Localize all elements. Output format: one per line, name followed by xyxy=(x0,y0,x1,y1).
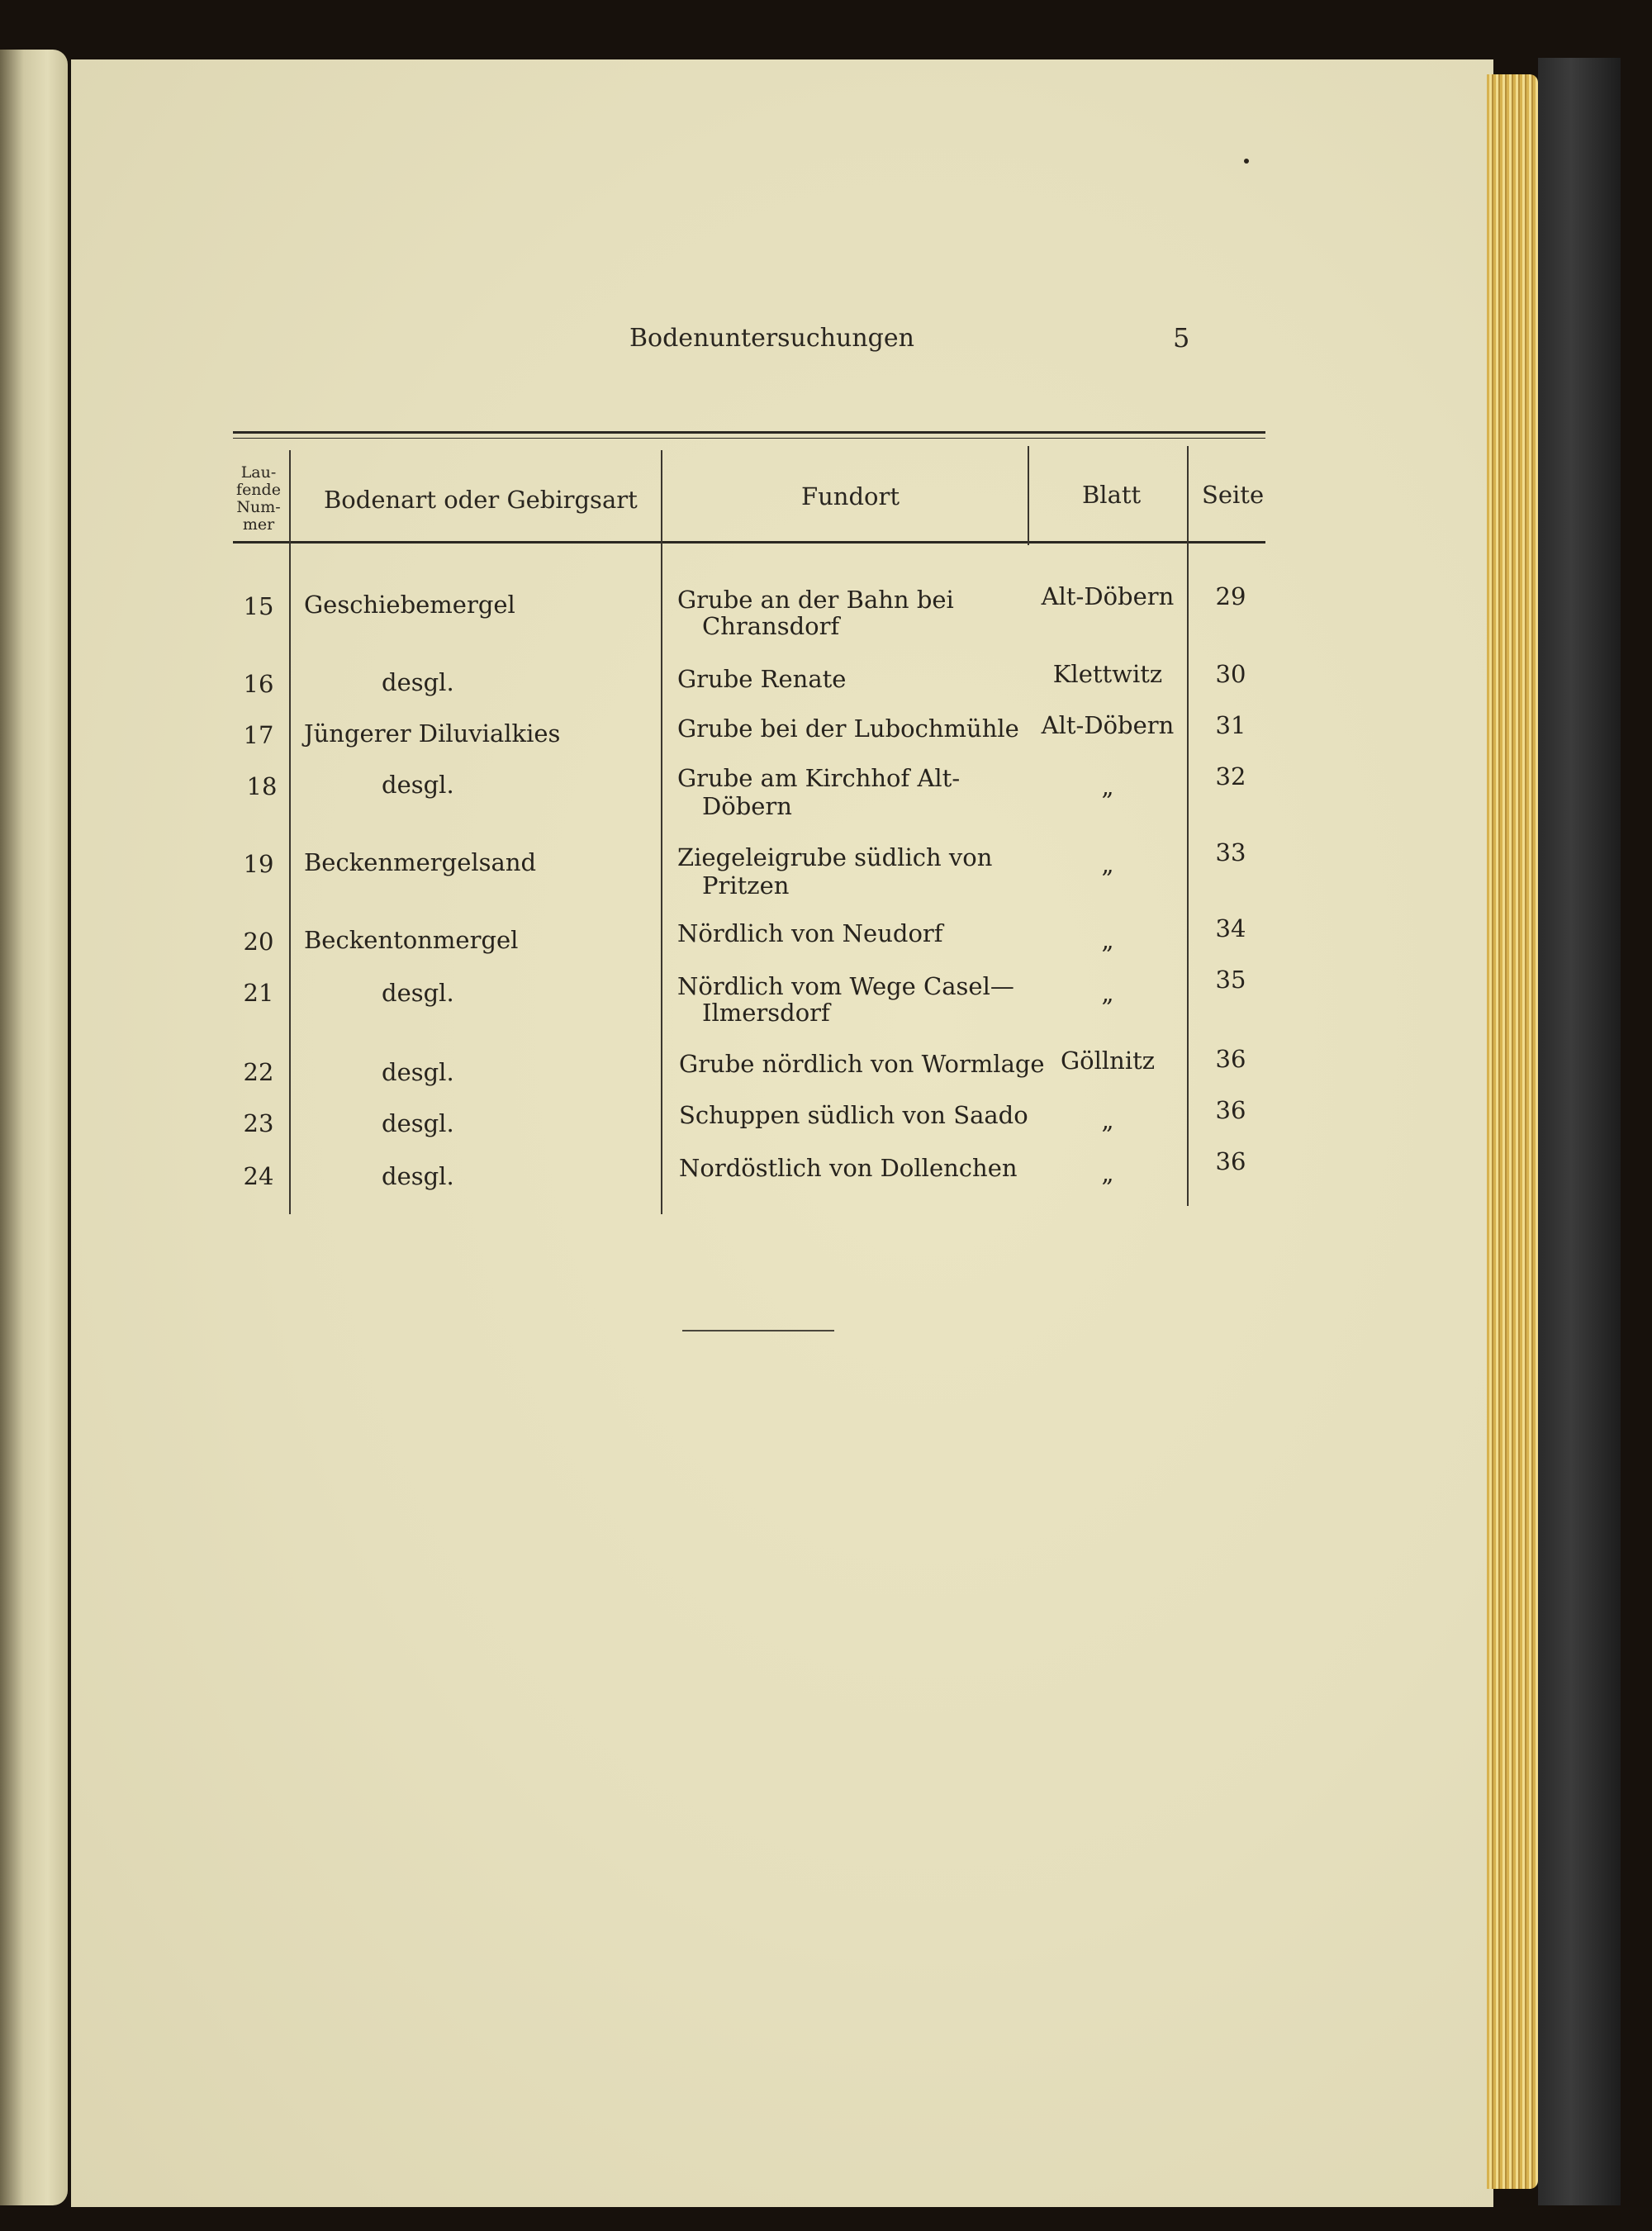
bodenart-cell: desgl. xyxy=(382,1162,454,1190)
ink-speck xyxy=(1244,159,1249,164)
row-number: 18 xyxy=(246,772,278,800)
blatt-cell: Göllnitz xyxy=(1060,1047,1156,1075)
blatt-cell: „ xyxy=(1101,1159,1114,1187)
page-number: 5 xyxy=(1173,322,1190,354)
seite-cell: 36 xyxy=(1215,1096,1246,1124)
row-number: 17 xyxy=(243,721,274,749)
end-rule xyxy=(682,1330,834,1331)
blatt-cell: „ xyxy=(1101,979,1114,1007)
fundort-cell: Nördlich vom Wege Casel— xyxy=(677,972,1014,1000)
left-page-edge xyxy=(0,50,68,2205)
row-number: 19 xyxy=(243,850,274,878)
header-seite: Seite xyxy=(1202,481,1265,509)
column-divider xyxy=(289,450,291,1214)
fundort-cell-line2: Ilmersdorf xyxy=(702,999,830,1027)
header-nr: Lau- fende Num- mer xyxy=(236,463,281,534)
seite-cell: 33 xyxy=(1215,838,1246,866)
bodenart-cell: desgl. xyxy=(382,771,454,799)
column-divider xyxy=(1187,446,1189,1206)
blatt-cell: Alt-Döbern xyxy=(1041,582,1175,610)
bodenart-cell: desgl. xyxy=(382,668,454,696)
header-fundort: Fundort xyxy=(801,482,900,510)
fundort-cell: Grube Renate xyxy=(677,665,847,693)
column-divider xyxy=(1028,446,1029,545)
bodenart-cell: Beckentonmergel xyxy=(304,926,519,954)
row-number: 24 xyxy=(243,1162,274,1190)
fundort-cell: Grube bei der Lubochmühle xyxy=(677,714,1019,743)
blatt-cell: Klettwitz xyxy=(1052,660,1163,688)
running-header: Bodenuntersuchungen xyxy=(629,324,914,353)
row-number: 21 xyxy=(243,979,274,1007)
fundort-cell-line2: Döbern xyxy=(702,792,792,820)
fundort-cell-line2: Pritzen xyxy=(702,871,790,900)
book-cover xyxy=(1538,58,1621,2205)
blatt-cell: „ xyxy=(1101,850,1114,878)
seite-cell: 31 xyxy=(1215,711,1246,739)
row-number: 23 xyxy=(243,1109,274,1137)
bodenart-cell: desgl. xyxy=(382,1058,454,1086)
page-edges xyxy=(1487,74,1538,2189)
seite-cell: 32 xyxy=(1215,762,1246,790)
book-page xyxy=(71,59,1493,2207)
top-rule-thin xyxy=(233,438,1265,439)
row-number: 16 xyxy=(243,670,274,698)
row-number: 22 xyxy=(243,1058,274,1086)
seite-cell: 30 xyxy=(1215,660,1246,688)
blatt-cell: Alt-Döbern xyxy=(1041,711,1175,739)
blatt-cell: „ xyxy=(1101,1106,1114,1134)
seite-cell: 36 xyxy=(1215,1045,1246,1073)
fundort-cell: Grube am Kirchhof Alt- xyxy=(677,764,961,792)
header-bodenart: Bodenart oder Gebirgsart xyxy=(324,486,638,514)
fundort-cell: Schuppen südlich von Saado xyxy=(679,1101,1028,1129)
bodenart-cell: desgl. xyxy=(382,1109,454,1137)
seite-cell: 36 xyxy=(1215,1147,1246,1175)
row-number: 20 xyxy=(243,928,274,956)
fundort-cell: Ziegeleigrube südlich von xyxy=(677,843,993,871)
seite-cell: 29 xyxy=(1215,582,1246,610)
bodenart-cell: Geschiebemergel xyxy=(304,591,515,619)
fundort-cell: Nördlich von Neudorf xyxy=(677,919,943,947)
seite-cell: 34 xyxy=(1215,914,1246,942)
header-blatt: Blatt xyxy=(1082,481,1142,509)
blatt-cell: „ xyxy=(1101,926,1114,954)
row-number: 15 xyxy=(243,592,274,620)
top-rule xyxy=(233,431,1265,434)
bodenart-cell: Beckenmergelsand xyxy=(304,848,537,876)
fundort-cell: Nordöstlich von Dollenchen xyxy=(679,1154,1018,1182)
header-bottom-rule xyxy=(233,541,1265,544)
fundort-cell: Grube nördlich von Wormlage xyxy=(679,1050,1045,1078)
fundort-cell-line2: Chransdorf xyxy=(702,612,840,640)
bodenart-cell: Jüngerer Diluvialkies xyxy=(304,719,561,748)
blatt-cell: „ xyxy=(1101,772,1114,800)
column-divider xyxy=(661,450,662,1214)
bodenart-cell: desgl. xyxy=(382,979,454,1007)
fundort-cell: Grube an der Bahn bei xyxy=(677,586,954,614)
seite-cell: 35 xyxy=(1215,966,1246,994)
